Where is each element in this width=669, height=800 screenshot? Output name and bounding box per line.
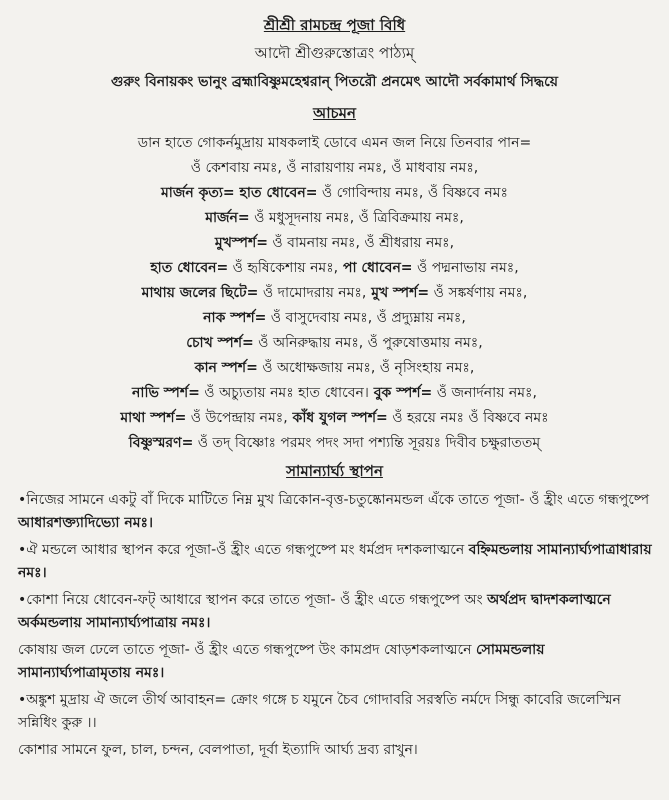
instruction-text: •কোশা নিয়ে ধোবেন-ফট্ আধারে স্থাপন করে তাতে পূজা- ওঁ হ্রীং এতে গন্ধপুষ্পে অং [18, 592, 488, 608]
mantra-text: ওঁ অধোক্ষজায় নমঃ, ওঁ নৃসিংহায় নমঃ, [257, 360, 475, 376]
mantra-text: ওঁ হরয়ে নমঃ ওঁ বিষ্ণবে নমঃ [387, 410, 549, 426]
mantra-text: ওঁ পদ্মনাভায় নমঃ, [412, 260, 519, 276]
action-label: মাথায় জলের ছিটে= [141, 285, 259, 301]
mantra-text: ওঁ কেশবায় নমঃ, ওঁ নারায়ণায় নমঃ, ওঁ মাধবায় নমঃ, [190, 160, 479, 176]
achaman-line [0, 406, 669, 431]
achaman-heading: আচমন [313, 104, 356, 122]
action-label: কাঁধ যুগল স্পর্শ= [287, 410, 388, 426]
instruction-bold-text: আধারশক্ত্যাদিভ্যো নমঃ। [18, 515, 153, 531]
instruction-text: কোষায় জল ঢেলে তাতে পূজা- ওঁ হ্রীং এতে গন্ধপুষ্পে উং কামপ্রদ ষোড়শকলাত্মনে [18, 642, 476, 658]
action-label: হাত ধোবেন= [150, 260, 229, 276]
instruction-bold-text: বহ্নিমন্ডলায় সামান্যার্ঘ্যপাত্রাধারায় নমঃ। [18, 542, 652, 581]
achaman-line [0, 181, 669, 206]
achaman-line [0, 206, 669, 231]
achaman-line [0, 131, 669, 156]
samanya-section [0, 489, 669, 762]
action-label: মার্জন= [205, 210, 250, 226]
mantra-text: ওঁ অচ্যুতায় নমঃ হাত ধোবেন। [199, 385, 369, 401]
mantra-text: ওঁ উপেন্দ্রায় নমঃ, [186, 410, 288, 426]
instruction-bold-text: সোমমন্ডলায় সামান্যার্ঘ্যপাত্রামৃতায় নমঃ। [18, 642, 545, 681]
instruction-paragraph [18, 539, 655, 585]
instruction-text: •নিজের সামনে একটু বাঁ দিকে মাটিতে নিম্ন মুখ ত্রিকোন-বৃত্ত-চতুষ্কোনমন্ডল এঁকে তাতে পূজা- ওঁ হ্রীং এতে গন্ধপুষ্পে [18, 492, 650, 508]
instruction-bold-text: অর্থপ্রদ দ্বাদশকলাত্মনে অর্কমন্ডলায় সামান্যার্ঘ্যপাত্রায় নমঃ। [18, 592, 611, 631]
page-title: শ্রীশ্রী রামচন্দ্র পূজা বিধি [263, 16, 406, 34]
achaman-line [0, 231, 669, 256]
instruction-text: কোশার সামনে ফুল, চাল, চন্দন, বেলপাতা, দূর্বা ইত্যাদি আর্ঘ্য দ্রব্য রাখুন। [18, 742, 418, 758]
mantra-text: ওঁ তদ্ বিষ্ণোঃ পরমং পদং সদা পশ্যন্তি সূরয়ঃ দিবীব চক্ষুরাততম্ [193, 435, 541, 451]
action-label: নাভি স্পর্শ= [132, 385, 200, 401]
achaman-line [0, 306, 669, 331]
mantra-text: ওঁ গোবিন্দায় নমঃ, ওঁ বিষ্ণবে নমঃ [317, 185, 508, 201]
instruction-paragraph [18, 589, 655, 635]
action-label: চোখ স্পর্শ= [186, 335, 254, 351]
action-label: মুখ স্পর্শ= [366, 285, 430, 301]
instruction-paragraph [18, 739, 655, 762]
subtitle: আদৌ শ্রীগুরুস্তোত্রং পাঠ্যম্ [254, 44, 415, 62]
mantra-text: ওঁ বাসুদেবায় নমঃ, ওঁ প্রদ্যুম্নায় নমঃ, [266, 310, 466, 326]
mantra-text: ওঁ বামনায় নমঃ, ওঁ শ্রীধরায় নমঃ, [267, 235, 455, 251]
achaman-line [0, 281, 669, 306]
action-label: বুক স্পর্শ= [368, 385, 433, 401]
achaman-line [0, 256, 669, 281]
mantra-text: ওঁ সঙ্কর্ষণায় নমঃ, [429, 285, 528, 301]
action-label: বিষ্ণুস্মরণ= [128, 435, 194, 451]
action-label: পা ধোবেন= [338, 260, 413, 276]
action-label: নাক স্পর্শ= [203, 310, 267, 326]
action-label: মাথা স্পর্শ= [120, 410, 187, 426]
mantra-text: ডান হাতে গোকর্নমুদ্রায় মাষকলাই ডোবে এমন জল নিয়ে তিনবার পান= [137, 135, 532, 151]
achaman-line [0, 156, 669, 181]
action-label: কান স্পর্শ= [194, 360, 258, 376]
mantra-text: ওঁ দামোদরায় নমঃ, [258, 285, 367, 301]
achaman-line [0, 356, 669, 381]
instruction-text: •ঐ মন্ডলে আধার স্থাপন করে পূজা-ওঁ হ্রীং এতে গন্ধপুষ্পে মং ধর্মপ্রদ দশকলাত্মনে [18, 542, 469, 558]
mantra-text: ওঁ মধুসূদনায় নমঃ, ওঁ ত্রিবিক্রমায় নমঃ, [249, 210, 464, 226]
mantra-text: ওঁ হৃষিকেশায় নমঃ, [228, 260, 339, 276]
instruction-text: •অঙ্কুশ মুদ্রায় ঐ জলে তীর্থ আবাহন= ক্রোং গঙ্গে চ যমুনে চৈব গোদাবরি সরস্বতি নর্মদে সিন্ধু কাবেরি জলেস্মিন সন্নিধিং কুরু ।। [18, 692, 621, 731]
mantra-text: ওঁ জনার্দনায় নমঃ, [432, 385, 537, 401]
achaman-line [0, 381, 669, 406]
mantra-text: ওঁ অনিরুদ্ধায় নমঃ, ওঁ পুরুষোত্তমায় নমঃ, [253, 335, 483, 351]
action-label: মুখস্পর্শ= [214, 235, 268, 251]
instruction-paragraph [18, 489, 655, 535]
action-label: মার্জন কৃত্য= হাত ধোবেন= [160, 185, 318, 201]
instruction-paragraph [18, 639, 655, 685]
achaman-line [0, 431, 669, 456]
samanya-heading: সামান্যার্ঘ্য স্থাপন [286, 462, 383, 480]
achaman-line [0, 331, 669, 356]
instruction-paragraph [18, 689, 655, 735]
guru-verse: গুরুং বিনায়কং ভানুং ব্রহ্মাবিষ্ণুমহেশ্বরান্ পিতরৌ প্রনমেৎ আদৌ সর্বকামার্থ সিদ্ধয়ে [110, 74, 559, 90]
achaman-section [0, 131, 669, 456]
